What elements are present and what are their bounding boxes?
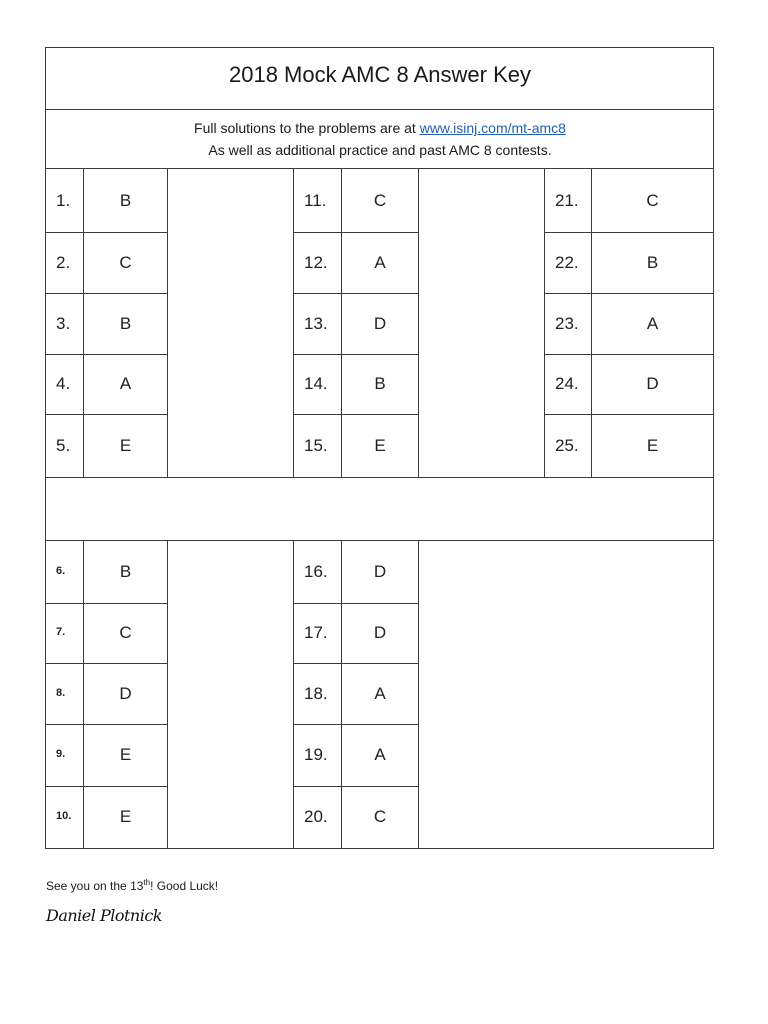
question-number: 24. [555,374,579,393]
answer-letter: E [374,435,386,455]
question-number: 8. [56,686,66,699]
grid-hline [45,293,168,294]
question-number: 2. [56,252,71,272]
question-number: 12. [304,252,328,272]
answer-letter: B [119,562,132,581]
grid-vline [45,169,46,477]
question-number: 9. [56,748,66,760]
grid-hline [45,232,168,233]
question-number: 4. [56,374,71,393]
answer-letter: B [119,190,132,210]
question-number: 13. [304,313,328,333]
question-number: 6. [56,565,66,577]
grid-vline [713,169,714,477]
answer-letter: E [119,435,132,455]
grid-vline [167,541,168,848]
header-divider [45,168,714,169]
document-title: 2018 Mock AMC 8 Answer Key [228,62,532,87]
question-number: 25. [555,435,579,455]
grid-hline [293,786,419,787]
answer-letter: A [646,313,659,333]
grid-vline [418,541,419,848]
question-number: 17. [304,623,328,642]
question-number: 7. [56,626,66,638]
grid-hline [45,786,168,787]
answer-letter: E [119,807,132,826]
answer-letter: D [646,374,659,393]
practice-line: As well as additional practice and past AMC 8 contests. [208,142,552,158]
grid-hline [293,603,419,604]
grid-hline [293,414,419,415]
solutions-text: Full solutions to the problems are at [194,120,420,136]
grid-hline [293,724,419,725]
answer-letter: A [374,683,386,703]
question-number: 11. [304,190,327,210]
grid-vline [293,169,294,477]
grid-hline [293,663,419,664]
question-number: 19. [304,745,328,764]
question-number: 15. [304,435,328,455]
answer-letter: D [373,623,387,642]
grid-hline [544,232,714,233]
answer-letter: C [373,807,387,826]
solutions-link[interactable]: www.isinj.com/mt-amc8 [419,120,566,136]
question-number: 22. [555,252,579,272]
solutions-line [46,120,714,136]
outer-border-bottom [45,848,714,849]
answer-letter: D [119,683,132,703]
grid-hline [45,603,168,604]
answer-letter: A [374,745,386,764]
question-number: 18. [304,683,328,703]
title-divider [45,109,714,110]
question-number: 16. [304,562,328,581]
grid-hline [293,354,419,355]
grid-hline [45,663,168,664]
question-number: 1. [56,190,71,210]
answer-letter: C [119,623,132,642]
answer-letter: C [646,190,659,210]
answer-letter: D [373,562,387,581]
ordinal-suffix: th [143,878,151,887]
grid-hline [544,354,714,355]
grid-vline [45,541,46,848]
answer-letter: B [374,374,386,393]
answer-letter: C [119,252,132,272]
good-luck-suffix: ! Good Luck! [150,879,219,893]
question-number: 21. [555,190,579,210]
section-divider-bottom [45,540,714,541]
grid-vline [167,169,168,477]
grid-vline [544,169,545,477]
grid-vline [293,541,294,848]
question-number: 10. [56,810,72,822]
grid-hline [45,354,168,355]
grid-hline [293,293,419,294]
answer-letter: B [119,313,132,333]
question-number: 23. [555,313,579,333]
grid-hline [293,232,419,233]
grid-hline [45,724,168,725]
grid-hline [544,293,714,294]
grid-hline [45,414,168,415]
answer-letter: E [646,435,659,455]
good-luck-message [46,879,218,893]
question-number: 14. [304,374,328,393]
answer-letter: B [646,252,659,272]
answer-letter: A [119,374,132,393]
question-number: 3. [56,313,71,333]
question-number: 20. [304,807,328,826]
section-divider-top [45,477,714,478]
answer-letter: C [373,190,387,210]
grid-vline [418,169,419,477]
signature: Daniel Plotnick [46,906,162,925]
answer-letter: D [373,313,387,333]
answer-letter: A [374,252,386,272]
grid-hline [544,414,714,415]
question-number: 5. [56,435,71,455]
answer-letter: E [119,745,132,764]
good-luck-text: See you on the 13 [46,879,144,893]
outer-border-top [45,47,714,48]
